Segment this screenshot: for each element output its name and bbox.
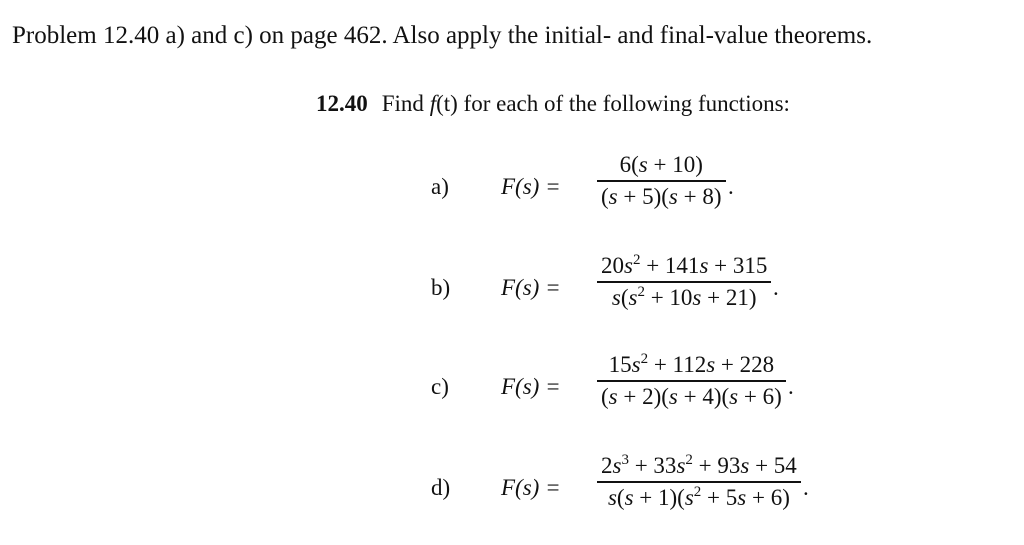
numerator: $2s^3 + 33s^2 + 93s + 54$ (601, 452, 797, 478)
denominator: (s + 2)(s + 4)(s + 6) (601, 383, 782, 409)
equation-label: c) (431, 374, 449, 399)
problem-function-name: f (429, 91, 437, 116)
problem-number: 12.40 (316, 91, 368, 116)
denominator: $s(s + 1)(s^2 + 5s + 6)$ (607, 483, 790, 510)
equation-lhs: F(s) = (501, 475, 561, 500)
fraction (597, 352, 786, 410)
fraction (597, 253, 771, 311)
denominator: (s + 5)(s + 8) (601, 183, 722, 209)
problem-text-after: for each of the following functions: (457, 91, 790, 116)
numerator: $20s^2 + 141s + 315$ (601, 252, 768, 278)
problem-function-arg: (t) (436, 91, 458, 116)
equation-label: d) (431, 475, 451, 500)
period: . (728, 174, 734, 199)
period: . (773, 275, 779, 300)
equation-lhs: F(s) = (501, 275, 561, 300)
problem-text-before: Find (381, 91, 430, 116)
problem-statement (316, 91, 790, 117)
equation-label: b) (431, 275, 451, 300)
numerator: 6(s + 10) (619, 152, 703, 177)
fraction (597, 453, 801, 511)
equation-label: a) (431, 174, 449, 199)
period: . (788, 374, 794, 399)
assignment-header: Problem 12.40 a) and c) on page 462. Also apply the initial- and final-value theorems. (12, 22, 873, 49)
period: . (803, 475, 809, 500)
numerator: $15s^2 + 112s + 228$ (608, 351, 775, 377)
equation-lhs: F(s) = (501, 374, 561, 399)
equation-lhs: F(s) = (501, 174, 561, 199)
denominator: $s(s^2 + 10s + 21)$ (611, 283, 757, 310)
fraction (597, 152, 726, 210)
